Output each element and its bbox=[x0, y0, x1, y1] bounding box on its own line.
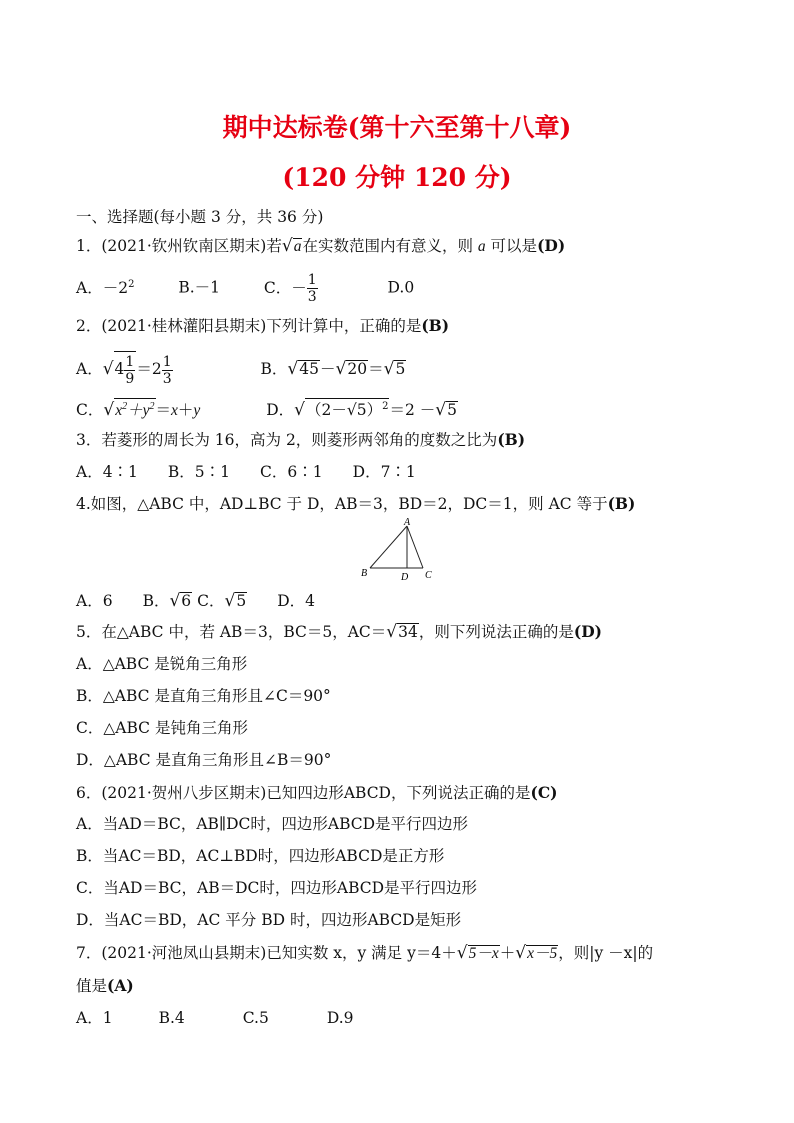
question-7-options bbox=[76, 1008, 354, 1028]
option-a: A．$-2^2$ bbox=[76, 278, 135, 297]
option-c: C．△ABC 是钝角三角形 bbox=[76, 719, 248, 737]
triangle-figure bbox=[356, 516, 440, 584]
section-heading: 一、选择题(每小题 3 分，共 36 分) bbox=[76, 208, 324, 226]
question-7: 7．(2021·河池凤山县期末)已知实数 x，y 满足 y＝4＋√5－x＋√x－5，则|y －x|的 bbox=[76, 943, 654, 963]
question-2-options-ab bbox=[76, 347, 406, 391]
option-a: A．当AD＝BC，AB∥DC时，四边形ABCD是平行四边形 bbox=[76, 815, 469, 833]
option-a: A．6 bbox=[76, 592, 113, 610]
question-4: 4.如图，△ABC 中，AD⊥BC 于 D，AB＝3，BD＝2，DC＝1，则 AC 等于(B) bbox=[76, 494, 636, 513]
question-2-options-cd bbox=[76, 398, 458, 421]
question-3: 3．若菱形的周长为 16，高为 2，则菱形两邻角的度数之比为(B) bbox=[76, 430, 526, 449]
option-c: C.5 bbox=[242, 1009, 269, 1027]
question-1: 1．(2021·钦州钦南区期末)若√a在实数范围内有意义，则 a 可以是(D) bbox=[76, 236, 566, 256]
question-2: 2．(2021·桂林灌阳县期末)下列计算中，正确的是(B) bbox=[76, 316, 450, 335]
exam-title: 期中达标卷(第十六至第十八章) bbox=[222, 113, 572, 142]
label-d: D bbox=[401, 572, 409, 583]
label-b: B bbox=[361, 568, 368, 579]
question-5: 5．在△ABC 中，若 AB＝3，BC＝5，AC＝√34，则下列说法正确的是(D) bbox=[76, 622, 602, 642]
answer: (B) bbox=[607, 494, 636, 513]
option-c: C．6∶1 bbox=[260, 463, 323, 481]
option-b: B．当AC＝BD，AC⊥BD时，四边形ABCD是正方形 bbox=[76, 847, 445, 865]
option-c: C．$√x^2+y^2=x+y$ bbox=[76, 401, 200, 419]
answer: (D) bbox=[573, 622, 602, 641]
question-3-options bbox=[76, 462, 416, 482]
option-b: B．△ABC 是直角三角形且∠C＝90° bbox=[76, 687, 331, 705]
option-b: B．5∶1 bbox=[167, 463, 231, 481]
side-ab bbox=[370, 526, 407, 568]
option-d: D．$√(2-√5)^2=2 -√5$ bbox=[266, 401, 458, 419]
answer: (D) bbox=[537, 236, 566, 255]
option-a: A．1 bbox=[76, 1009, 113, 1027]
option-a: A．△ABC 是锐角三角形 bbox=[76, 655, 248, 673]
label-a: A bbox=[404, 517, 411, 528]
answer: (A) bbox=[107, 976, 134, 995]
option-d: D．7∶1 bbox=[352, 463, 416, 481]
option-c: C．√5 bbox=[197, 591, 247, 611]
option-d: D.9 bbox=[326, 1009, 354, 1027]
exam-subtitle: (120 分钟 120 分) bbox=[282, 163, 512, 192]
answer: (C) bbox=[530, 783, 558, 802]
option-b: B.－1 bbox=[178, 278, 220, 297]
option-b: B．√45－√20＝√5 bbox=[260, 359, 406, 379]
answer: (B) bbox=[421, 316, 450, 335]
question-1-options bbox=[76, 272, 414, 305]
option-d: D．当AC＝BD，AC 平分 BD 时，四边形ABCD是矩形 bbox=[76, 911, 462, 929]
question-6: 6．(2021·贺州八步区期末)已知四边形ABCD，下列说法正确的是(C) bbox=[76, 783, 558, 802]
option-b: B．√6 bbox=[142, 591, 192, 611]
option-a: A．√4 $\frac{1}{9}$ ＝2 $\frac{1}{3}$ bbox=[76, 360, 173, 378]
question-7-cont: 值是(A) bbox=[76, 976, 134, 995]
option-b: B.4 bbox=[158, 1009, 185, 1027]
side-ac bbox=[407, 526, 423, 568]
option-d: D．△ABC 是直角三角形且∠B＝90° bbox=[76, 751, 332, 769]
question-4-options bbox=[76, 591, 315, 611]
answer: (B) bbox=[497, 430, 526, 449]
label-c: C bbox=[425, 570, 432, 581]
option-c: C．－ $\frac{1}{3}$ bbox=[263, 272, 317, 305]
option-d: D.0 bbox=[387, 278, 415, 297]
option-a: A．4∶1 bbox=[76, 463, 138, 481]
option-d: D．4 bbox=[277, 592, 315, 610]
option-c: C．当AD＝BC，AB＝DC时，四边形ABCD是平行四边形 bbox=[76, 879, 478, 897]
